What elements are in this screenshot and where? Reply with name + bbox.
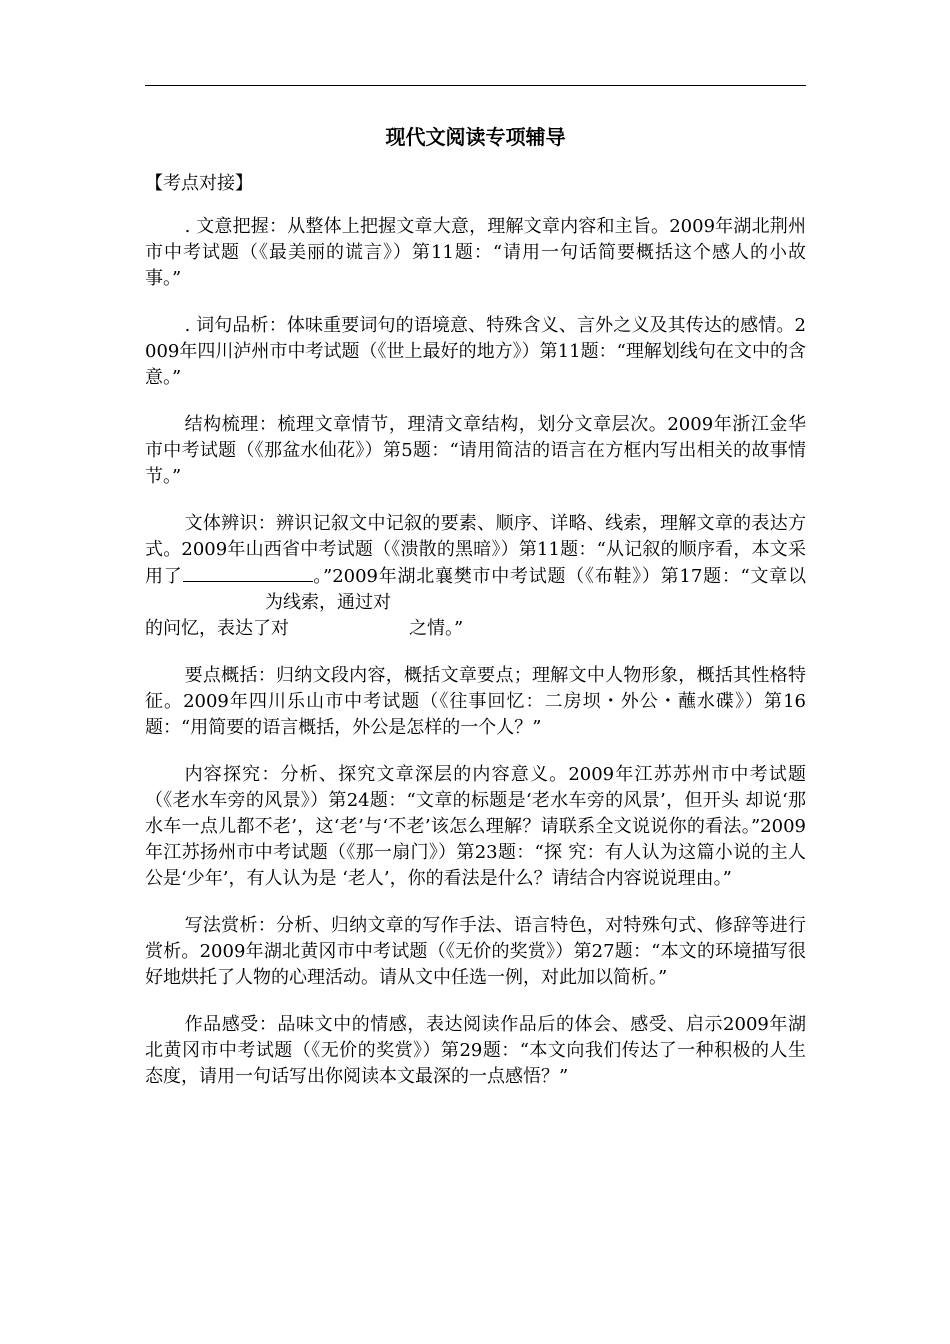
paragraph-structure: 结构梳理：梳理文章情节，理清文章结构，划分文章层次。2009年浙江金华市中考试题（《那盆水仙花》）第5题：“请用简洁的语言在方框内写出相关的故事情节。” bbox=[145, 414, 806, 487]
paragraph-text: 的问忆，表达了对 bbox=[145, 618, 289, 639]
paragraph-writing-appreciation: 写法赏析：分析、归纳文章的写作手法、语言特色，对特殊句式、修辞等进行赏析。2009年湖北黄冈市中考试题（《无价的奖赏》）第27题：“本文的环境描写很好地烘托了人物的心理活动。请从文中任选一例，对此加以简析。” bbox=[145, 915, 806, 988]
paragraph-key-points: 要点概括：归纳文段内容，概括文章要点；理解文中人物形象，概括其性格特征。2009年四川乐山市中考试题（《往事回忆：二房坝・外公・蘸水碟》）第16题：“用简要的语言概括，外公是怎样的一个人？” bbox=[145, 665, 806, 738]
paragraph-content-exploration: 内容探究：分析、探究文章深层的内容意义。2009年江苏苏州市中考试题（《老水车旁的风景》）第24题：“文章的标题是‘老水车旁的风景’，但开头 却说‘那水车一点儿都不老’，这‘老’与‘不老’该怎么理解？请联系全文说说你的看法。”2009年江苏扬州市中考试题（《那一扇门》）第23题：“探 究：有人认为这篇小说的主人公是‘少年’，有人认为是 ‘老人’，你的看法是什么？请结合内容说说理由。” bbox=[145, 764, 806, 889]
paragraph-text: 。”2009年湖北襄樊市中考试题（《布鞋》）第17题：“文章以 bbox=[312, 566, 806, 587]
paragraph-text: 为线索，通过对 bbox=[265, 592, 391, 613]
paragraph-text: 文体辨识：辨识记叙文中记叙的要素、顺序、详略、线索，理解文章的表达方式。2009年山西省中考试题（《溃散的黑暗》）第11题：“从记叙的顺序看，本文采用了 bbox=[145, 513, 806, 587]
paragraph-text-comprehension: . 文意把握：从整体上把握文章大意，理解文章内容和主旨。2009年湖北荆州市中考试题（《最美丽的谎言》）第11题：“请用一句话简要概括这个感人的小故事。” bbox=[145, 216, 806, 289]
paragraph-work-feeling: 作品感受：品味文中的情感，表达阅读作品后的体会、感受、启示2009年湖北黄冈市中考试题（《无价的奖赏》）第29题：“本文向我们传达了一种积极的人生态度，请用一句话写出你阅读本文最深的一点感悟？” bbox=[145, 1014, 806, 1087]
paragraph-style-identification bbox=[145, 511, 806, 642]
fill-blank-underline bbox=[183, 563, 313, 582]
paragraph-word-analysis: . 词句品析：体味重要词句的语境意、特殊含义、言外之义及其传达的感情。2009年四川泸州市中考试题（《世上最好的地方》）第11题：“理解划线句在文中的含意。” bbox=[145, 315, 806, 388]
page-title: 现代文阅读专项辅导 bbox=[385, 125, 566, 149]
header-rule bbox=[145, 85, 806, 86]
paragraph-text: 之情。” bbox=[409, 618, 464, 639]
section-heading: 【考点对接】 bbox=[145, 173, 253, 194]
document-body bbox=[145, 214, 806, 1111]
